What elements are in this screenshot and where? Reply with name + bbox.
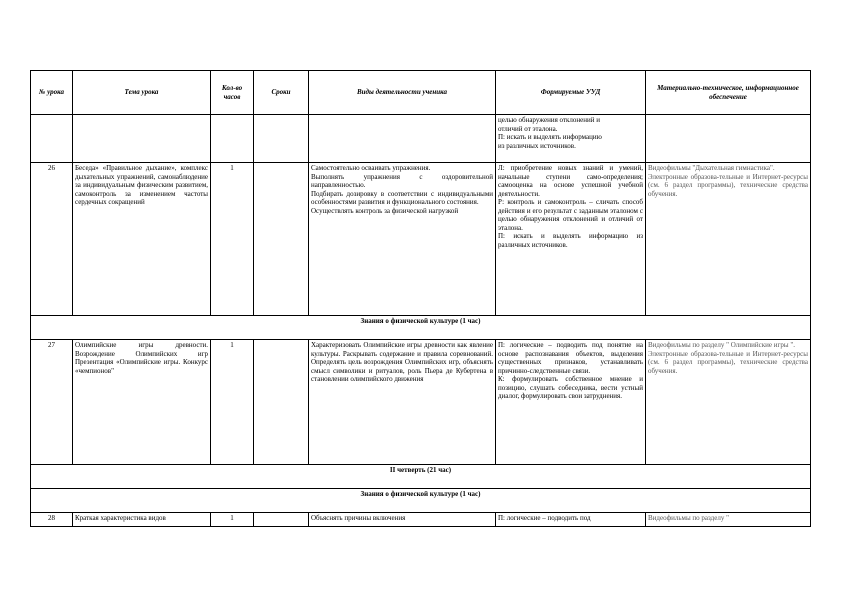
cell-empty bbox=[211, 115, 254, 163]
materials-line: Видеофильмы "Дыхательная гимнастика". bbox=[648, 164, 775, 172]
lesson-number: 28 bbox=[31, 513, 73, 527]
lesson-topic: Беседа» «Правильное дыхание», комплекс дыхательных упражнений, самонаблюдение за индивидуальным физическим развитием, самоконтроль за изменением частоты сердечных сокращений bbox=[73, 163, 211, 316]
table-row-lesson-28 bbox=[31, 513, 811, 527]
lesson-materials: Видеофильмы по разделу " bbox=[646, 513, 811, 527]
materials-line: Электронные образова-тельные и Интернет-ресурсы (см. 6 раздел программы), технические средства обучения. bbox=[648, 172, 808, 198]
cell-empty bbox=[31, 115, 73, 163]
cell-empty bbox=[646, 115, 811, 163]
uud-line: целью обнаружения отклонений и bbox=[498, 116, 601, 124]
activity-line: Осуществлять контроль за физической нагрузкой bbox=[311, 206, 459, 215]
lesson-materials bbox=[646, 340, 811, 465]
lesson-number: 27 bbox=[31, 340, 73, 465]
uud-line: отличий от эталона. bbox=[498, 124, 558, 133]
lesson-topic: Олимпийские игры древности. Возрождение Олимпийских игр Презентация «Олимпийские игры. Конкурс «чемпионов" bbox=[73, 340, 211, 465]
lesson-dates bbox=[254, 340, 309, 465]
section-title: Знания о физической культуре (1 час) bbox=[31, 489, 811, 513]
lesson-hours: 1 bbox=[211, 163, 254, 316]
activity-line: Выполнять упражнения с оздоровительной направленностью. bbox=[311, 172, 493, 190]
uud-line: П: искать и выделять информацию bbox=[498, 133, 602, 142]
lesson-number: 26 bbox=[31, 163, 73, 316]
uud-line: П: логические – подводить под понятие на основе распознавания объектов, выделения существенных признаков, устанавливать причинно-следственные связи. bbox=[498, 341, 643, 375]
uud-line: Л: приобретение новых знаний и умений, начальные ступени само-определения; самооценка на основе успешной учебной деятельности. bbox=[498, 164, 643, 198]
lesson-topic: Краткая характеристика видов bbox=[73, 513, 211, 527]
section-title: Знания о физической культуре (1 час) bbox=[31, 316, 811, 340]
header-uud: Формируемые УУД bbox=[496, 71, 646, 115]
lesson-activities: Объяснять причины включения bbox=[309, 513, 496, 527]
table-row-continuation bbox=[31, 115, 811, 163]
header-materials: Материально-техническое, информационное обеспечение bbox=[646, 71, 811, 115]
uud-line: из различных источников. bbox=[498, 141, 576, 150]
lesson-dates bbox=[254, 513, 309, 527]
header-dates: Сроки bbox=[254, 71, 309, 115]
quarter-row bbox=[31, 465, 811, 489]
lesson-materials bbox=[646, 163, 811, 316]
lesson-hours: 1 bbox=[211, 513, 254, 527]
lesson-uud: П: логические – подводить под bbox=[496, 513, 646, 527]
activity-line: Подбирать дозировку в соответствии с индивидуальными особенностями развития и функционального состояния. bbox=[311, 189, 493, 207]
uud-line: К: формулировать собственное мнение и позицию, слушать собеседника, вести устный диалог, формулировать свои затруднения. bbox=[498, 375, 643, 401]
lesson-uud bbox=[496, 340, 646, 465]
uud-line: Р: контроль и самоконтроль – сличать способ действия и его результат с заданным эталоном с целью обнаружения отклонений и отличий от эталона. bbox=[498, 198, 643, 232]
table-header-row bbox=[31, 71, 811, 115]
table-row-lesson-26 bbox=[31, 163, 811, 316]
lesson-plan-table bbox=[30, 70, 811, 527]
cell-uud bbox=[496, 115, 646, 163]
lesson-hours: 1 bbox=[211, 340, 254, 465]
section-row bbox=[31, 489, 811, 513]
header-lesson-number: № урока bbox=[31, 71, 73, 115]
lesson-dates bbox=[254, 163, 309, 316]
uud-line: П: искать и выделять информацию из различных источников. bbox=[498, 232, 643, 249]
header-hours: Кол-во часов bbox=[211, 71, 254, 115]
section-row bbox=[31, 316, 811, 340]
lesson-activities: Характеризовать Олимпийские игры древности как явление культуры. Раскрывать содержание и правила соревнований. Определять цель возрождения Олимпийских игр, объяснять смысл символики и ритуалов, роль Пьера де Кубертена в становлении олимпийского движения bbox=[309, 340, 496, 465]
cell-empty bbox=[309, 115, 496, 163]
materials-line: Видеофильмы по разделу " Олимпийские игры ". bbox=[648, 341, 795, 349]
materials-line: Электронные образова-тельные и Интернет-ресурсы (см. 6 раздел программы), технические средства обучения. bbox=[648, 349, 808, 375]
lesson-activities bbox=[309, 163, 496, 316]
quarter-title: II четверть (21 час) bbox=[31, 465, 811, 489]
cell-empty bbox=[73, 115, 211, 163]
lesson-uud bbox=[496, 163, 646, 316]
header-lesson-topic: Тема урока bbox=[73, 71, 211, 115]
table-row-lesson-27 bbox=[31, 340, 811, 465]
activity-line: Самостоятельно осваивать упражнения. bbox=[311, 164, 431, 172]
header-activities: Виды деятельности ученика bbox=[309, 71, 496, 115]
cell-empty bbox=[254, 115, 309, 163]
